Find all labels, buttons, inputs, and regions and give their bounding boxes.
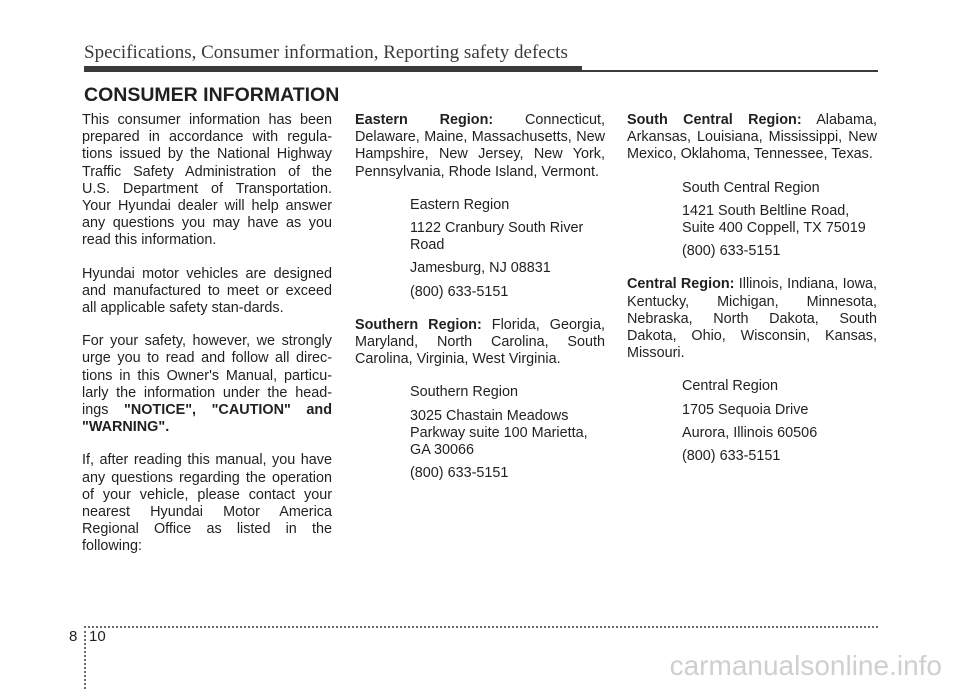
southern-region-address (410, 384, 605, 482)
central-region-paragraph (627, 276, 877, 362)
header-rule-thin (582, 70, 878, 72)
paragraph-safety-text: For your safety, however, we strongly urge you to read and follow all direc-tions in this Owner's Manual, particu-larly the information under the head-ings (82, 333, 332, 419)
footer-rule (84, 626, 878, 628)
eastern-region-paragraph (355, 112, 605, 181)
central-office-street: 1705 Sequoia Drive (682, 401, 809, 418)
eastern-office-name: Eastern Region (410, 196, 510, 213)
footer-divider (84, 626, 86, 689)
paragraph-contact: If, after reading this manual, you have any questions regarding the operation of your vehicle, please contact your nearest Hyundai Motor America Regional Office as listed in the following: (82, 452, 332, 555)
southern-office-street: 3025 Chastain Meadows Parkway suite 100 Marietta, GA 30066 (410, 407, 588, 459)
page-header-title: Specifications, Consumer information, Reporting safety defects (84, 42, 568, 63)
paragraph-intro: This consumer information has been prepared in accordance with regula-tions issued by the National Highway Traffic Safety Administration of the U.S. Department of Transportation. Your Hyundai dealer will help answer any questions you may have as you read this information. (82, 112, 332, 249)
watermark: carmanualsonline.info (669, 650, 942, 681)
eastern-region-address (410, 197, 605, 301)
central-office-phone: (800) 633-5151 (682, 448, 781, 465)
paragraph-standards: Hyundai motor vehicles are designed and manufactured to meet or exceed all applicable safety stan-dards. (82, 265, 332, 317)
central-region-lead: Central Region: (627, 276, 735, 293)
column-left (82, 112, 332, 572)
south-central-region-paragraph (627, 112, 877, 164)
south-central-office-phone: (800) 633-5151 (682, 243, 781, 260)
eastern-office-street: 1122 Cranbury South River Road (410, 220, 584, 254)
south-central-region-address (682, 180, 877, 261)
eastern-office-city: Jamesburg, NJ 08831 (410, 260, 551, 277)
column-right (627, 112, 877, 481)
header-rule (84, 66, 582, 72)
southern-office-phone: (800) 633-5151 (410, 465, 509, 482)
south-central-region-lead: South Central Region: (627, 112, 802, 128)
southern-region-paragraph (355, 317, 605, 369)
page-number: 10 (89, 628, 106, 645)
southern-region-lead: Southern Region: (355, 316, 482, 333)
page-section-number: 8 (69, 628, 78, 645)
section-title: CONSUMER INFORMATION (84, 84, 340, 106)
central-region-address (682, 378, 877, 465)
eastern-region-lead: Eastern Region: (355, 112, 494, 128)
southern-office-name: Southern Region (410, 384, 519, 401)
central-office-name: Central Region (682, 378, 778, 395)
south-central-region-states: Alabama, Arkansas, Louisiana, Mississippi, New Mexico, Oklahoma, Tennessee, Texas. (627, 112, 877, 163)
paragraph-safety-emphasis: "NOTICE", "CAUTION" and "WARNING". (82, 402, 332, 436)
paragraph-safety (82, 333, 332, 436)
central-region-states: Illinois, Indiana, Iowa, Kentucky, Michigan, Minnesota, Nebraska, North Dakota, South Dakota, Ohio, Wisconsin, Kansas, Missouri. (627, 276, 877, 362)
central-office-city: Aurora, Illinois 60506 (682, 424, 818, 441)
south-central-office-name: South Central Region (682, 179, 820, 196)
southern-region-states: Florida, Georgia, Maryland, North Carolina, South Carolina, Virginia, West Virginia. (355, 316, 605, 368)
column-middle (355, 112, 605, 498)
eastern-office-phone: (800) 633-5151 (410, 283, 509, 300)
south-central-office-street: 1421 South Beltline Road, Suite 400 Coppell, TX 75019 (682, 202, 866, 237)
eastern-region-states: Connecticut, Delaware, Maine, Massachusetts, New Hampshire, New Jersey, New York, Pennsylvania, Rhode Island, Vermont. (355, 112, 605, 180)
